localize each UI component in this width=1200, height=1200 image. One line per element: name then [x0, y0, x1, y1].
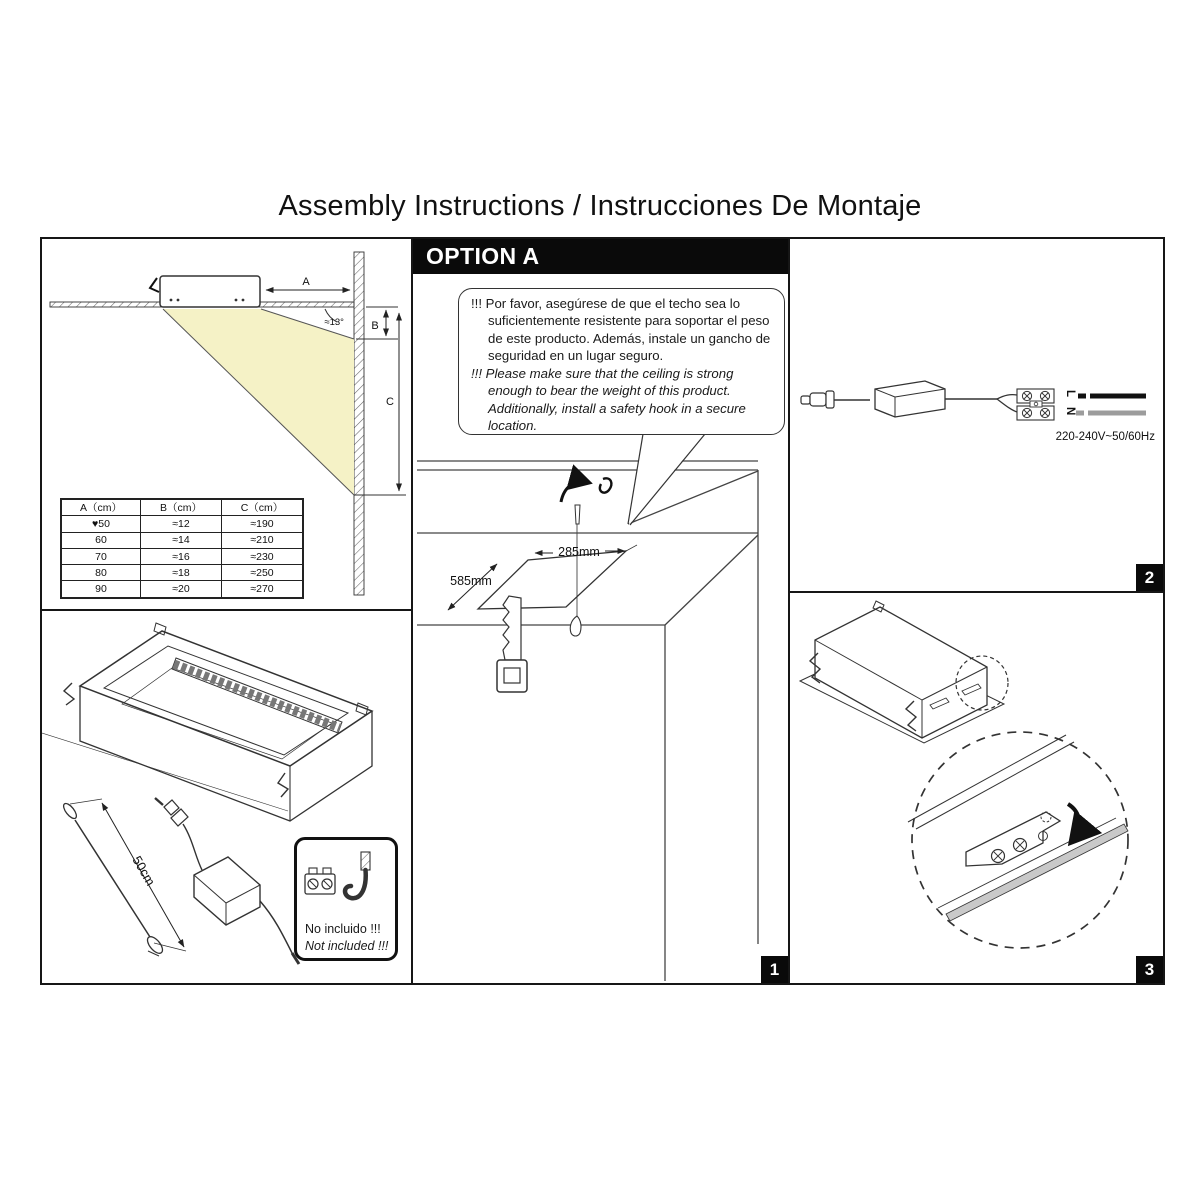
table-row: [61, 548, 303, 564]
table-cell: 70: [61, 548, 141, 564]
not-included-icons: [297, 848, 395, 920]
spring-clip: [64, 683, 74, 705]
driver-box: [875, 381, 945, 417]
table-cell: ≈250: [222, 565, 304, 581]
dim-b-label: B: [371, 320, 379, 332]
step-2-badge: 2: [1136, 564, 1163, 591]
cable-length-label: 50cm: [129, 853, 159, 889]
table-cell: ≈230: [222, 548, 304, 564]
cutout-panel: [411, 237, 790, 985]
voltage-label: 220-240V~50/60Hz: [1055, 431, 1155, 443]
ceiling-cutout: [478, 551, 626, 609]
neutral-label: N: [1064, 407, 1076, 416]
warning-text-es: !!! Por favor, asegúrese de que el techo sea lo suficientemente resistente para soportar el peso de este producto. Además, instale un gancho de seguridad en un lugar seguro.: [471, 296, 771, 364]
option-a-header: OPTION A: [413, 239, 788, 274]
spring-clip: [278, 773, 288, 797]
not-included-box: [294, 837, 398, 961]
dc-plug: [801, 391, 870, 408]
table-row: [61, 581, 303, 598]
fixture-parts-panel: [40, 609, 413, 985]
wiring-panel: [788, 237, 1165, 593]
ceiling-hook-icon: [345, 852, 370, 898]
table-cell: ≈12: [141, 516, 222, 532]
hanger-pin: [575, 505, 580, 524]
safety-cable: [61, 799, 186, 956]
terminal-block-icon: [305, 868, 335, 894]
warning-bubble: [458, 288, 785, 435]
cutout-depth-label: 585mm: [450, 574, 492, 588]
cutout-width-label: 285mm: [558, 545, 600, 559]
table-row: [61, 565, 303, 581]
terminal-block: [1017, 389, 1054, 420]
room-perspective: [417, 461, 758, 981]
not-included-text-es: No incluido !!!: [305, 922, 381, 936]
table-cell: ≈16: [141, 548, 222, 564]
warning-text-en: !!! Please make sure that the ceiling is strong enough to bear the weight of this product. Additionally, install a safety hook in a secure location.: [471, 365, 746, 433]
table-cell: ≈210: [222, 532, 304, 548]
live-label: L: [1064, 390, 1076, 398]
bracket-install-diagram: [790, 593, 1163, 983]
power-driver: [155, 798, 299, 964]
top-tab: [154, 623, 166, 635]
not-included-text-en: Not included !!!: [305, 939, 389, 953]
table-cell: ≈20: [141, 581, 222, 598]
wiring-diagram: [790, 239, 1163, 591]
table-header-cell: B（cm）: [141, 499, 222, 516]
beam-angle-panel: [40, 237, 413, 611]
saw-icon: [497, 596, 527, 692]
table-row: [61, 532, 303, 548]
table-cell: 60: [61, 532, 141, 548]
table-header-cell: A（cm）: [61, 499, 141, 516]
table-header-cell: C（cm）: [222, 499, 304, 516]
table-cell: ≈190: [222, 516, 304, 532]
wall-section: [354, 252, 364, 595]
fixture-isometric: [42, 623, 372, 821]
plumb-weight: [570, 616, 581, 636]
bracket-detail: [908, 735, 1128, 921]
hook-icon: [600, 478, 612, 492]
dim-a-label: A: [302, 276, 310, 288]
table-cell: ≈270: [222, 581, 304, 598]
dim-c-label: C: [386, 396, 394, 408]
installed-fixture: [800, 601, 1008, 743]
fixture-body: [160, 276, 260, 307]
table-row: [61, 516, 303, 532]
rotate-arrow-icon: [1068, 804, 1079, 840]
table-cell: ♥50: [61, 516, 141, 532]
rotate-arrow-icon: [561, 481, 587, 502]
bracket-install-panel: [788, 591, 1165, 985]
beam-distance-table: [60, 498, 304, 599]
table-cell: 80: [61, 565, 141, 581]
fixture-clip: [150, 278, 159, 292]
table-cell: ≈18: [141, 565, 222, 581]
table-row: [61, 499, 303, 516]
table-cell: 90: [61, 581, 141, 598]
beam-angle-label: ≈13°: [324, 317, 344, 328]
step-1-badge: 1: [761, 956, 788, 983]
table-cell: ≈14: [141, 532, 222, 548]
step-3-badge: 3: [1136, 956, 1163, 983]
page-title: Assembly Instructions / Instrucciones De Montaje: [278, 190, 922, 222]
